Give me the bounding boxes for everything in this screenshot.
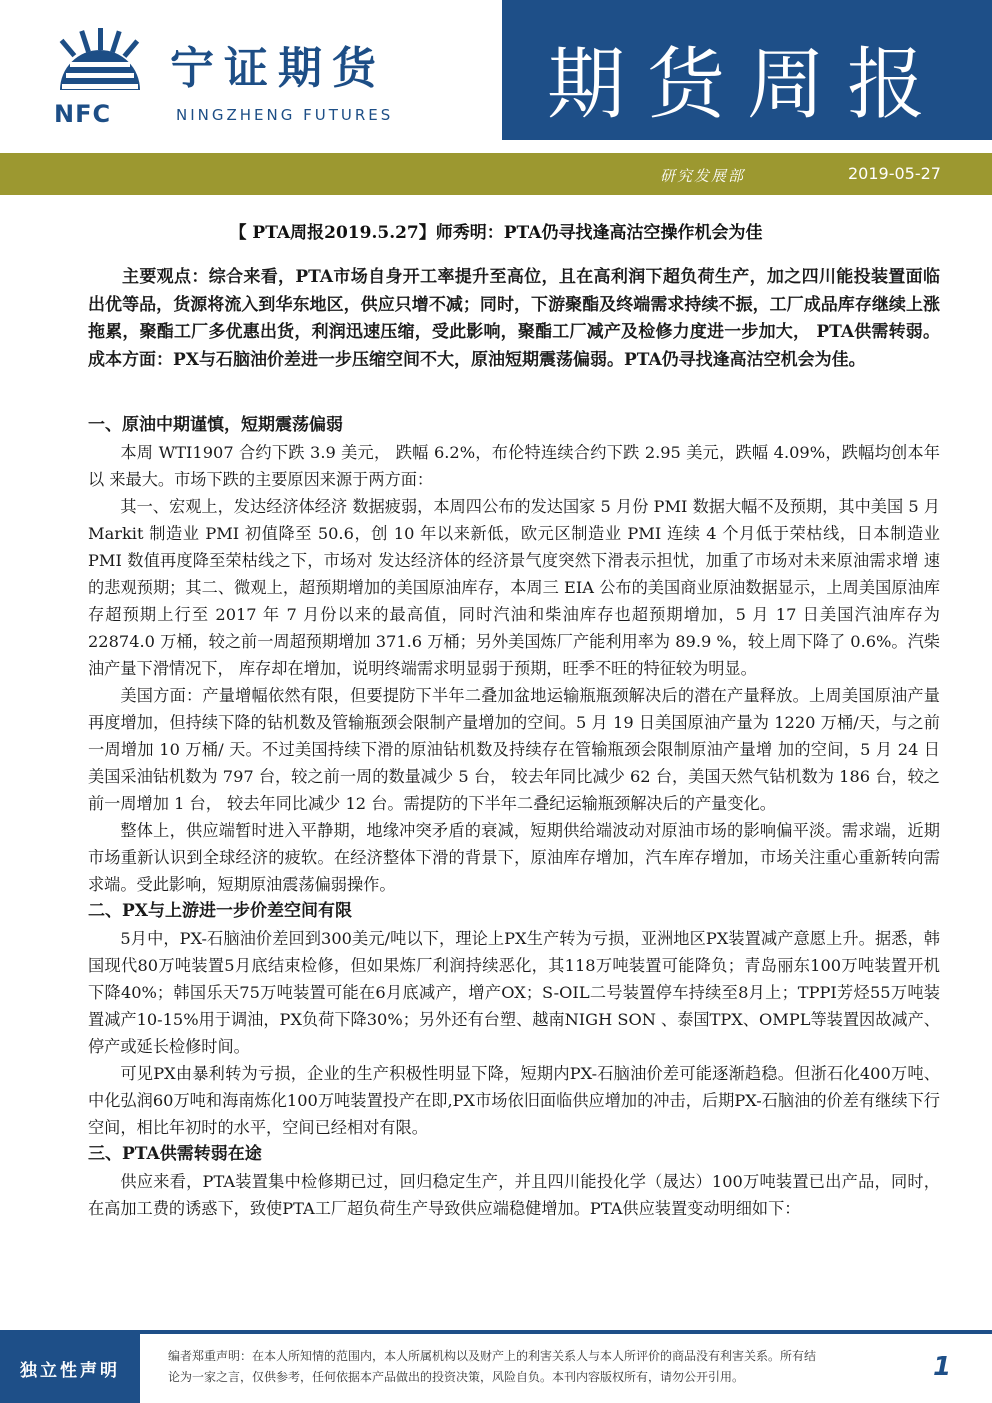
paragraph: 其一、宏观上，发达经济体经济 数据疲弱，本周四公布的发达国家 5 月份 PMI 数据大幅不及预期，其中美国 5 月 Markit 制造业 PMI 初值降至 50.6，创 10 年以来新低，欧元区制造业 PMI 连续 4 个月低于荣枯线，日本制造业 PMI 数值再度降至荣枯线之下，市场对 发达经济体的经济景气度突然下滑表示担忧，加重了市场对未来原油需求增 速的悲观预期；其二、微观上，超预期增加的美国原油库存，本周三 EIA 公布的美国商业原油数据显示，上周美国原油库存超预期上行至 2017 年 7 月份以来的最高值，同时汽油和柴油库存也超预期增加，5 月 17 日美国汽油库存为 22874.0 万桶，较之前一周超预期增加 371.6 万桶；另外美国炼厂产能利用率为 89.9 %，较上周下降了 0.6%。汽柴油产量下滑情况下， 库存却在增加，说明终端需求明显弱于预期，旺季不旺的特征较为明显。 [88,497,940,678]
section-heading-px: 二、PX与上游进一步价差空间有限 [88,901,352,921]
footer-label-box [0,1334,140,1403]
disclaimer-line: 编者郑重声明：在本人所知情的范围内，本人所属机构以及财产上的利害关系人与本人所评价的商品没有利害关系。所有结 [168,1349,817,1363]
section-heading-pta: 三、PTA供需转弱在途 [88,1144,262,1164]
logo-abbreviation: NFC [54,100,112,128]
logo-chinese-name: 宁证期货 [170,43,386,94]
section-heading-crude-oil: 一、原油中期谨慎，短期震荡偏弱 [88,415,343,435]
report-date: 2019-05-27 [848,164,941,183]
department-label: 研究发展部 [660,167,746,185]
paragraph: 美国方面：产量增幅依然有限，但要提防下半年二叠加盆地运输瓶瓶颈解决后的潜在产量释放。上周美国原油产量再度增加，但持续下降的钻机数及管输瓶颈会限制产量增加的空间。5 月 19 日美国原油产量为 1220 万桶/天，与之前一周增加 10 万桶/ 天。不过美国持续下滑的原油钻机数及持续存在管输瓶颈会限制原油产量增 加的空间，5 月 24 日美国采油钻机数为 797 台，较之前一周的数量减少 5 台， 较去年同比减少 62 台，美国天然气钻机数为 186 台，较之前一周增加 1 台， 较去年同比减少 12 台。需提防的下半年二叠纪运输瓶颈解决后的产量变化。 [88,686,940,813]
report-title: 【 PTA周报2019.5.27】师秀明：PTA仍寻找逢高沽空操作机会为佳 [229,223,763,243]
paragraph: 可见PX由暴利转为亏损，企业的生产积极性明显下降，短期内PX-石脑油价差可能逐渐趋稳。但浙石化400万吨、中化弘润60万吨和海南炼化100万吨装置投产在即,PX市场依旧面临供应增加的冲击，后期PX-石脑油的价差有继续下行空间，相比年初时的水平，空间已经相对有限。 [88,1064,940,1137]
publication-banner [502,0,992,140]
nfc-emblem-icon [50,28,150,98]
logo-english-name: NINGZHENG FUTURES [176,106,394,124]
company-logo [50,28,470,128]
page-header [0,0,992,140]
section-spacer [88,374,940,412]
paragraph: 整体上，供应端暂时进入平静期，地缘冲突矛盾的衰减，短期供给端波动对原油市场的影响偏平淡。需求端，近期市场重新认识到全球经济的疲软。在经济整体下滑的背景下，原油库存增加，汽车库存增加，市场关注重心重新转向需求端。受此影响，短期原油震荡偏弱操作。 [88,821,940,894]
summary-paragraph: 主要观点：综合来看，PTA市场自身开工率提升至高位，且在高利润下超负荷生产，加之四川能投装置面临出优等品，货源将流入到华东地区，供应只增不减；同时，下游聚酯及终端需求持续不振，工厂成品库存继续上涨拖累，聚酯工厂多优惠出货，利润迅速压缩，受此影响，聚酯工厂减产及检修力度进一步加大， PTA供需转弱。成本方面：PX与石脑油价差进一步压缩空间不大，原油短期震荡偏弱。PTA仍寻找逢高沽空机会为佳。 [88,267,940,370]
footer-disclaimer [168,1346,868,1388]
paragraph: 本周 WTI1907 合约下跌 3.9 美元， 跌幅 6.2%，布伦特连续合约下跌 2.95 美元，跌幅 4.09%，跌幅均创本年以 来最大。市场下跌的主要原因来源于两方面： [88,443,940,489]
meta-band [0,153,992,195]
page-number: 1 [932,1352,952,1382]
independence-statement-label: 独立性声明 [20,1361,120,1381]
publication-title: 期货周报 [546,40,947,130]
report-body [88,264,940,1222]
paragraph: 供应来看，PTA装置集中检修期已过，回归稳定生产，并且四川能投化学（晟达）100万吨装置已出产品，同时，在高加工费的诱惑下，致使PTA工厂超负荷生产导致供应端稳健增加。PTA供应装置变动明细如下： [88,1172,940,1218]
paragraph: 5月中，PX-石脑油价差回到300美元/吨以下，理论上PX生产转为亏损，亚洲地区PX装置减产意愿上升。据悉，韩国现代80万吨装置5月底结束检修，但如果炼厂利润持续恶化，其118万吨装置可能降负；青岛丽东100万吨装置开机下降40%；韩国乐天75万吨装置可能在6月底减产，增产OX；S-OIL二号装置停车持续至8月上；TPPI芳烃55万吨装置减产10-15%用于调油，PX负荷下降30%；另外还有台塑、越南NIGH SON 、泰国TPX、OMPL等装置因故减产、停产或延长检修时间。 [88,929,940,1056]
footer-divider [0,1330,992,1334]
disclaimer-line: 论为一家之言，仅供参考，任何依据本产品做出的投资决策，风险自负。本刊内容版权所有，请勿公开引用。 [168,1370,745,1384]
